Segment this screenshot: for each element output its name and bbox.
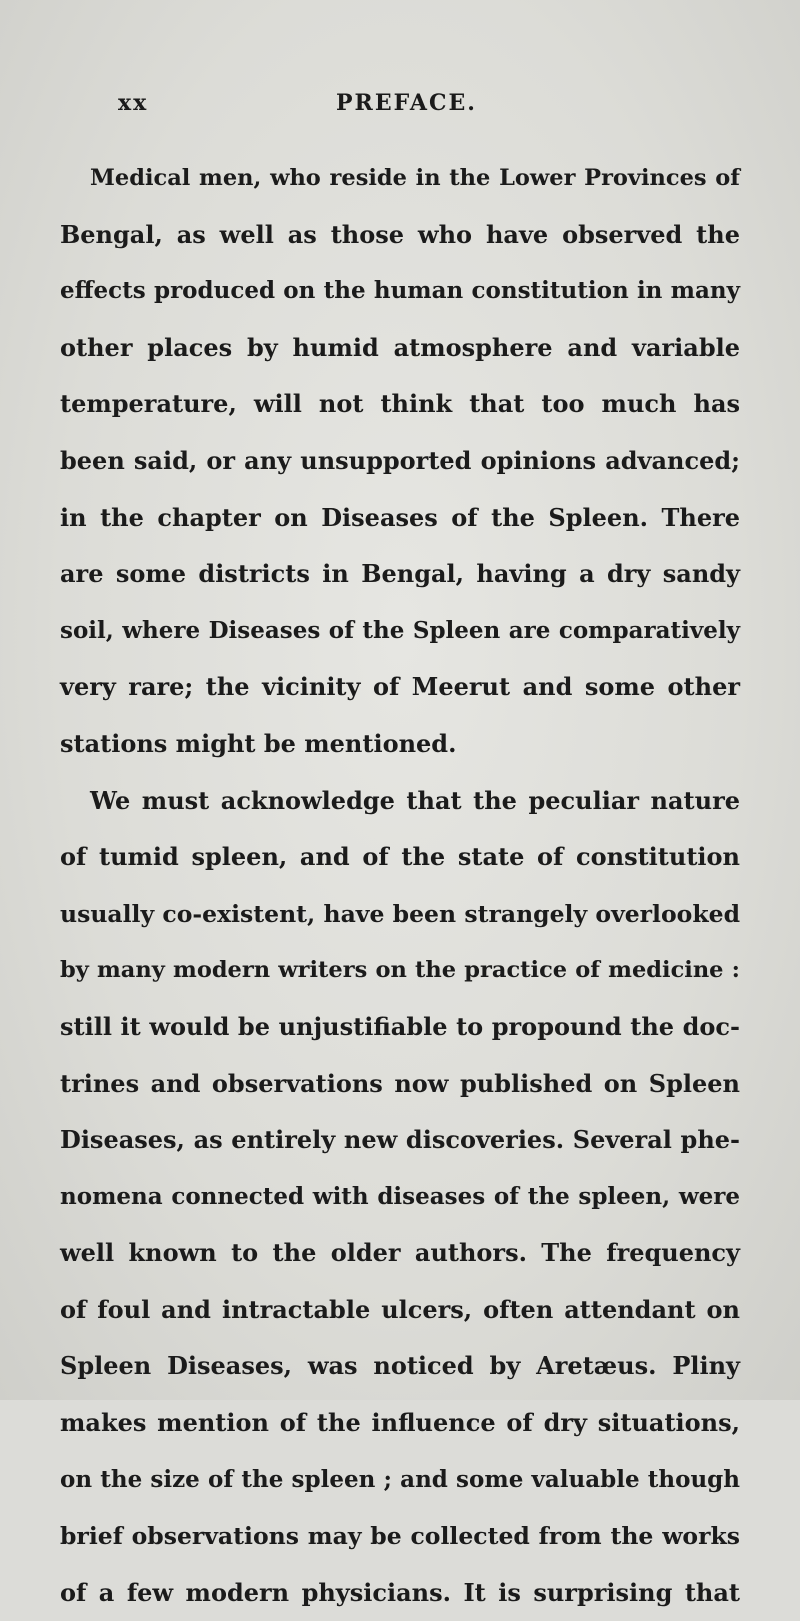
text-line: well known to the older authors. The frequency bbox=[60, 1238, 740, 1268]
text-line: We must acknowledge that the peculiar nature bbox=[90, 785, 740, 815]
body-text bbox=[60, 150, 740, 1621]
text-line: other places by humid atmosphere and variable bbox=[60, 332, 740, 362]
text-line: effects produced on the human constitution in many bbox=[60, 277, 740, 305]
text-line: Bengal, as well as those who have observed the bbox=[60, 219, 740, 249]
text-line: stations might be mentioned. bbox=[60, 728, 457, 758]
text-line: Diseases, as entirely new discoveries. Several phe- bbox=[60, 1125, 740, 1155]
text-line: still it would be unjustifiable to propound the doc- bbox=[60, 1011, 740, 1041]
text-line: in the chapter on Diseases of the Spleen. There bbox=[60, 502, 740, 532]
paragraph-2 bbox=[60, 773, 740, 1621]
text-line: soil, where Diseases of the Spleen are comparatively bbox=[60, 616, 740, 644]
text-line: usually co-existent, have been strangely overlooked bbox=[60, 899, 740, 928]
page-number: xx bbox=[118, 90, 149, 116]
text-line: temperature, will not think that too much has bbox=[60, 389, 740, 419]
text-line: very rare; the vicinity of Meerut and some other bbox=[60, 672, 740, 702]
text-line: trines and observations now published on Spleen bbox=[60, 1068, 740, 1098]
text-line: makes mention of the influence of dry situations, bbox=[60, 1408, 740, 1438]
text-line: of foul and intractable ulcers, often attendant on bbox=[60, 1294, 740, 1324]
running-head: PREFACE. bbox=[336, 90, 477, 116]
text-line: are some districts in Bengal, having a dry sandy bbox=[60, 559, 740, 589]
text-line: by many modern writers on the practice of medicine : bbox=[60, 957, 740, 984]
text-line: Spleen Diseases, was noticed by Aretæus. Pliny bbox=[60, 1351, 740, 1381]
paragraph-1 bbox=[60, 150, 740, 773]
text-line: of tumid spleen, and of the state of constitution bbox=[60, 842, 740, 872]
text-line: on the size of the spleen ; and some valuable though bbox=[60, 1465, 740, 1493]
text-line: nomena connected with diseases of the spleen, were bbox=[60, 1182, 740, 1210]
page-header bbox=[0, 90, 800, 130]
text-line: been said, or any unsupported opinions advanced; bbox=[60, 445, 740, 475]
text-line: Medical men, who reside in the Lower Provinces of bbox=[90, 165, 740, 191]
text-line: of a few modern physicians. It is surprising that bbox=[60, 1577, 740, 1607]
text-line: brief observations may be collected from the works bbox=[60, 1522, 740, 1551]
